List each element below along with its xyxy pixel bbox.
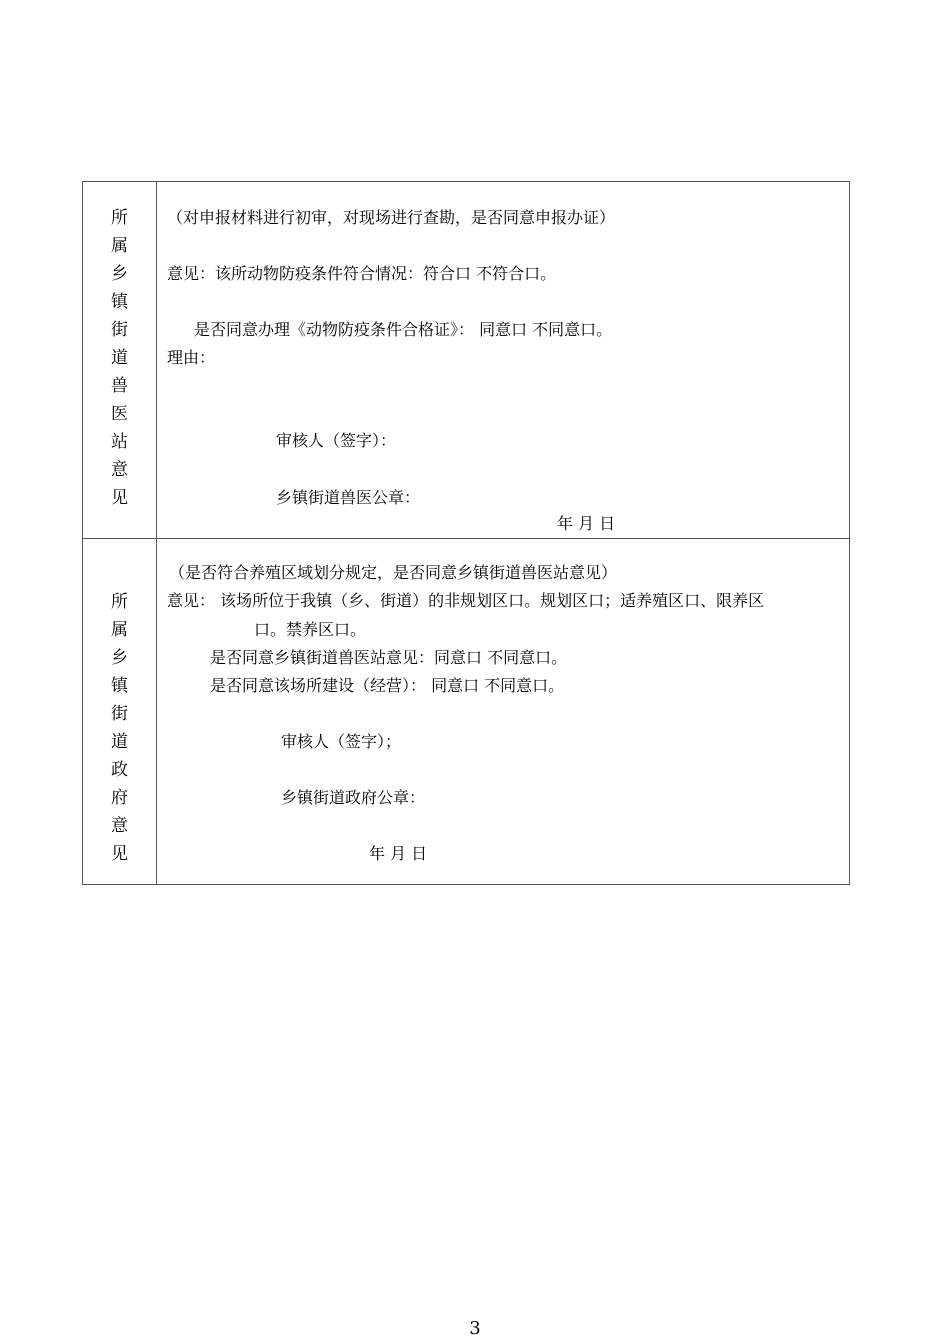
zoning-instruction-note: （是否符合养殖区域划分规定，是否同意乡镇街道兽医站意见） bbox=[169, 563, 618, 582]
veterinary-station-section bbox=[83, 182, 849, 539]
label-char: 所 bbox=[111, 592, 128, 612]
epidemic-prevention-opinion: 意见：该所动物防疫条件符合情况：符合口 不符合口。 bbox=[167, 264, 557, 283]
agree-construction-question: 是否同意该场所建设（经营）： 同意口 不同意口。 bbox=[210, 676, 565, 695]
reviewer-signature-label: 审核人（签字）； bbox=[281, 732, 402, 751]
zoning-opinion-line-1: 意见： 该场所位于我镇（乡、街道）的非规划区口。规划区口；适养殖区口、限养区 bbox=[167, 591, 765, 610]
approval-form-table bbox=[82, 181, 850, 885]
label-char: 意 bbox=[111, 460, 128, 480]
label-char: 道 bbox=[111, 732, 128, 752]
township-government-label bbox=[83, 588, 156, 868]
date-label: 年 月 日 bbox=[369, 844, 428, 863]
date-label: 年 月 日 bbox=[557, 514, 616, 533]
label-char: 乡 bbox=[111, 264, 128, 284]
veterinary-station-content bbox=[157, 182, 849, 538]
certificate-agreement-question: 是否同意办理《动物防疫条件合格证》： 同意口 不同意口。 bbox=[194, 320, 613, 339]
label-char: 兽 bbox=[111, 376, 128, 396]
label-char: 所 bbox=[111, 208, 128, 228]
label-char: 意 bbox=[111, 816, 128, 836]
label-char: 道 bbox=[111, 348, 128, 368]
label-char: 乡 bbox=[111, 648, 128, 668]
label-char: 府 bbox=[111, 788, 128, 808]
veterinary-station-label-cell bbox=[83, 182, 157, 538]
page-number: 3 bbox=[469, 1318, 481, 1339]
review-instruction-note: （对申报材料进行初审，对现场进行查勘，是否同意申报办证） bbox=[167, 208, 616, 227]
label-char: 镇 bbox=[111, 292, 128, 312]
veterinary-station-label bbox=[83, 204, 156, 512]
zoning-opinion-line-2: 口。禁养区口。 bbox=[254, 620, 367, 639]
label-char: 医 bbox=[111, 404, 128, 424]
label-char: 街 bbox=[111, 320, 128, 340]
township-government-content bbox=[157, 539, 849, 884]
label-char: 属 bbox=[111, 620, 128, 640]
veterinary-seal-label: 乡镇街道兽医公章： bbox=[276, 488, 421, 507]
agree-station-question: 是否同意乡镇街道兽医站意见：同意口 不同意口。 bbox=[210, 648, 568, 667]
township-government-section bbox=[83, 539, 849, 884]
label-char: 见 bbox=[111, 488, 128, 508]
label-char: 政 bbox=[111, 760, 128, 780]
label-char: 属 bbox=[111, 236, 128, 256]
label-char: 街 bbox=[111, 704, 128, 724]
government-seal-label: 乡镇街道政府公章： bbox=[281, 788, 426, 807]
reviewer-signature-label: 审核人（签字）： bbox=[276, 431, 397, 450]
label-char: 见 bbox=[111, 844, 128, 864]
label-char: 站 bbox=[111, 432, 128, 452]
reason-label: 理由： bbox=[167, 348, 216, 367]
township-government-label-cell bbox=[83, 539, 157, 884]
label-char: 镇 bbox=[111, 676, 128, 696]
